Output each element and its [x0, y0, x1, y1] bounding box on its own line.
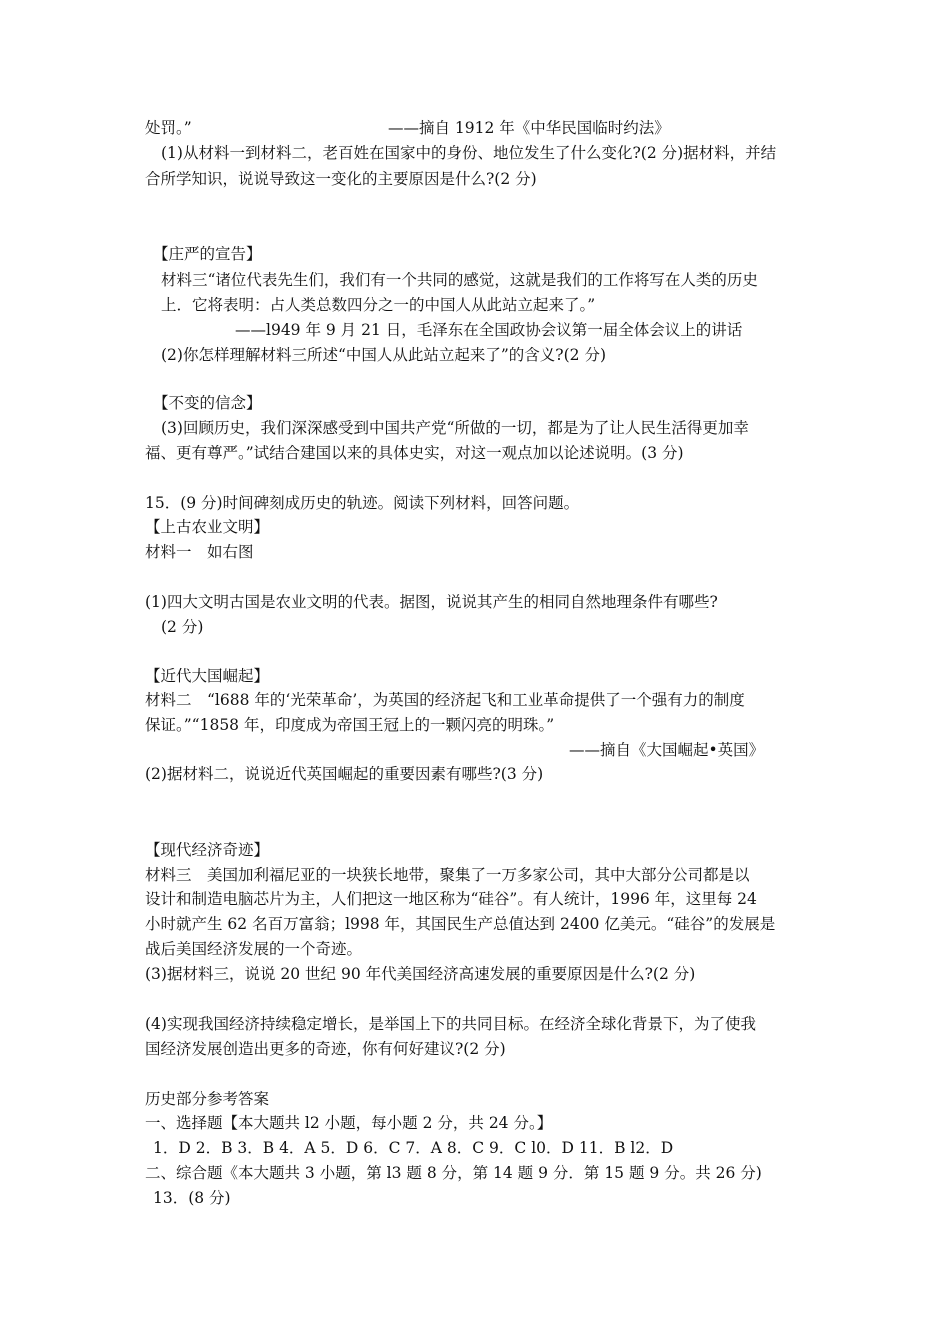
material-two-line-1: 材料二 “l688 年的‘光荣革命’，为英国的经济起飞和工业革命提供了一个强有力的制度	[145, 691, 745, 709]
material-two-source-rise: ——摘自《大国崛起•英国》	[569, 741, 765, 759]
question-3-line-2: 福、更有尊严。”试结合建国以来的具体史实，对这一观点加以论述说明。(3 分)	[145, 444, 684, 462]
material-three-line-2: 上．它将表明：占人类总数四分之一的中国人从此站立起来了。”	[161, 296, 596, 314]
material-three-miracle-line-1: 材料三 美国加利福尼亚的一块狭长地带，聚集了一万多家公司，其中大部分公司都是以	[145, 866, 750, 884]
answers-question-13: 13．(8 分)	[153, 1189, 231, 1207]
question-15-3: (3)据材料三，说说 20 世纪 90 年代美国经济高速发展的重要原因是什么?(2 分)	[145, 965, 696, 983]
material-two-end: 处罚。”	[145, 119, 192, 137]
material-three-source: ——l949 年 9 月 21 日，毛泽东在全国政协会议第一届全体会议上的讲话	[235, 321, 743, 339]
question-1-line-2: 合所学知识，说说导致这一变化的主要原因是什么?(2 分)	[145, 170, 537, 188]
material-three-miracle-line-4: 战后美国经济发展的一个奇迹。	[145, 940, 363, 958]
material-three-miracle-line-3: 小时就产生 62 名百万富翁；l998 年，其国民生产总值达到 2400 亿美元。“硅谷”的发展是	[145, 915, 776, 933]
answers-section-1: 一、选择题【本大题共 l2 小题，每小题 2 分，共 24 分。】	[145, 1114, 553, 1132]
section-heading-belief: 【不变的信念】	[153, 394, 262, 412]
question-2: (2)你怎样理解材料三所述“中国人从此站立起来了”的含义?(2 分)	[161, 346, 606, 364]
material-two-line-2: 保证。”“1858 年，印度成为帝国王冠上的一颗闪亮的明珠。”	[145, 716, 555, 734]
material-three-line-1: 材料三“诸位代表先生们，我们有一个共同的感觉，这就是我们的工作将写在人类的历史	[161, 271, 758, 289]
question-15-4-line-1: (4)实现我国经济持续稳定增长，是举国上下的共同目标。在经济全球化背景下，为了使我	[145, 1015, 756, 1033]
answers-section-2: 二、综合题《本大题共 3 小题，第 l3 题 8 分，第 14 题 9 分．第 15 题 9 分。共 26 分)	[145, 1164, 762, 1182]
question-15-2: (2)据材料二，说说近代英国崛起的重要因素有哪些?(3 分)	[145, 765, 544, 783]
material-one: 材料一 如右图	[145, 543, 254, 561]
material-three-miracle-line-2: 设计和制造电脑芯片为主，人们把这一地区称为“硅谷”。有人统计，1996 年，这里每 24	[145, 890, 757, 908]
answers-title: 历史部分参考答案	[145, 1090, 270, 1108]
section-heading-miracle: 【现代经济奇迹】	[145, 841, 270, 859]
question-15-4-line-2: 国经济发展创造出更多的奇迹，你有何好建议?(2 分)	[145, 1040, 506, 1058]
section-heading-solemn: 【庄严的宣告】	[153, 245, 262, 263]
question-3-line-1: (3)回顾历史，我们深深感受到中国共产党“所做的一切，都是为了让人民生活得更加幸	[161, 419, 749, 437]
question-1-line-1: (1)从材料一到材料二，老百姓在国家中的身份、地位发生了什么变化?(2 分)据材料，并结	[161, 144, 777, 162]
material-two-source: ——摘自 1912 年《中华民国临时约法》	[388, 119, 670, 137]
question-15-1-line-2: (2 分)	[161, 618, 204, 636]
section-heading-rise: 【近代大国崛起】	[145, 667, 270, 685]
answers-choice-list: 1．D 2．B 3．B 4．A 5．D 6．C 7．A 8．C 9．C l0．D 11．B l2．D	[153, 1139, 674, 1157]
section-heading-agriculture: 【上古农业文明】	[145, 518, 270, 536]
question-15-1-line-1: (1)四大文明古国是农业文明的代表。据图，说说其产生的相同自然地理条件有哪些?	[145, 593, 718, 611]
question-15-intro: 15．(9 分)时间碑刻成历史的轨迹。阅读下列材料，回答问题。	[145, 494, 580, 512]
